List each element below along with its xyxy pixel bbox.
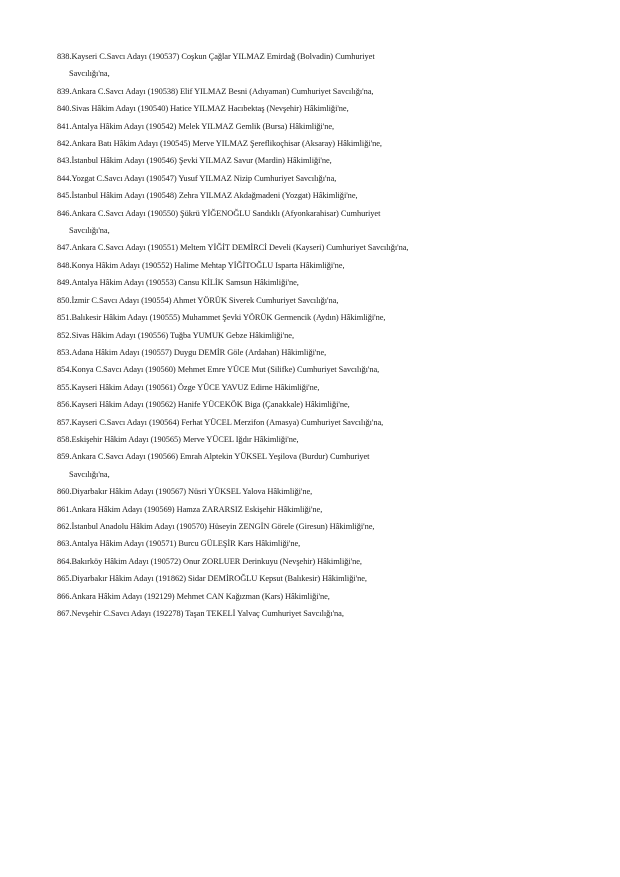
- list-item: [57, 274, 577, 291]
- list-item: [57, 83, 577, 100]
- list-item: [57, 48, 577, 83]
- list-item: [57, 518, 577, 535]
- list-item: [57, 501, 577, 518]
- list-item: [57, 535, 577, 552]
- list-item: [57, 292, 577, 309]
- list-item-text: 841.Antalya Hâkim Adayı (190542) Melek YILMAZ Gemlik (Bursa) Hâkimliği'ne,: [57, 121, 335, 131]
- list-item: [57, 553, 577, 570]
- list-item: [57, 118, 577, 135]
- list-item: [57, 605, 577, 622]
- list-item-text: 845.İstanbul Hâkim Adayı (190548) Zehra YILMAZ Akdağmadeni (Yozgat) Hâkimliği'ne,: [57, 191, 358, 201]
- list-item-text: 858.Eskişehir Hâkim Adayı (190565) Merve YÜCEL Iğdır Hâkimliği'ne,: [57, 434, 299, 444]
- list-item-continuation: Savcılığı'na,: [69, 226, 110, 236]
- list-item-text: 866.Ankara Hâkim Adayı (192129) Mehmet CAN Kağızman (Kars) Hâkimliği'ne,: [57, 591, 330, 601]
- list-item-text: 846.Ankara C.Savcı Adayı (190550) Şükrü YİĞENOĞLU Sandıklı (Afyonkarahisar) Cumhuriyet: [57, 208, 381, 218]
- list-item-text: 852.Sivas Hâkim Adayı (190556) Tuğba YUMUK Gebze Hâkimliği'ne,: [57, 330, 294, 340]
- list-item: [57, 414, 577, 431]
- list-item: [57, 100, 577, 117]
- list-item-text: 850.İzmir C.Savcı Adayı (190554) Ahmet YÖRÜK Siverek Cumhuriyet Savcılığı'na,: [57, 295, 339, 305]
- list-item-continuation: Savcılığı'na,: [69, 469, 110, 479]
- list-item: [57, 431, 577, 448]
- list-item-text: 843.İstanbul Hâkim Adayı (190546) Şevki YILMAZ Savur (Mardin) Hâkimliği'ne,: [57, 156, 332, 166]
- list-item-text: 862.İstanbul Anadolu Hâkim Adayı (190570) Hüseyin ZENGİN Görele (Giresun) Hâkimliği'ne,: [57, 521, 375, 531]
- list-item-text: 853.Adana Hâkim Adayı (190557) Duygu DEMİR Göle (Ardahan) Hâkimliği'ne,: [57, 347, 327, 357]
- list-item: [57, 152, 577, 169]
- list-item-text: 840.Sivas Hâkim Adayı (190540) Hatice YILMAZ Hacıbektaş (Nevşehir) Hâkimliği'ne,: [57, 104, 349, 114]
- list-item-text: 854.Konya C.Savcı Adayı (190560) Mehmet Emre YÜCE Mut (Silifke) Cumhuriyet Savcılığı'na,: [57, 365, 380, 375]
- list-item: [57, 396, 577, 413]
- list-item-text: 848.Konya Hâkim Adayı (190552) Halime Mehtap YİĞİTOĞLU Isparta Hâkimliği'ne,: [57, 260, 345, 270]
- list-item-text: 861.Ankara Hâkim Adayı (190569) Hamza ZARARSIZ Eskişehir Hâkimliği'ne,: [57, 504, 323, 514]
- list-item-text: 856.Kayseri Hâkim Adayı (190562) Hanife YÜCEKÖK Biga (Çanakkale) Hâkimliği'ne,: [57, 400, 350, 410]
- list-item: [57, 483, 577, 500]
- list-item-text: 844.Yozgat C.Savcı Adayı (190547) Yusuf YILMAZ Nizip Cumhuriyet Savcılığı'na,: [57, 173, 337, 183]
- list-item: [57, 170, 577, 187]
- list-item: [57, 187, 577, 204]
- list-item-text: 839.Ankara C.Savcı Adayı (190538) Elif YILMAZ Besni (Adıyaman) Cumhuriyet Savcılığı'na,: [57, 86, 374, 96]
- list-item-text: 864.Bakırköy Hâkim Adayı (190572) Onur ZORLUER Derinkuyu (Nevşehir) Hâkimliği'ne,: [57, 556, 362, 566]
- list-item: [57, 570, 577, 587]
- list-item: [57, 205, 577, 240]
- list-item: [57, 588, 577, 605]
- list-item: [57, 448, 577, 483]
- list-item-text: 865.Diyarbakır Hâkim Adayı (191862) Sidar DEMİROĞLU Kepsut (Balıkesir) Hâkimliği'ne,: [57, 574, 367, 584]
- list-item: [57, 379, 577, 396]
- list-item-text: 860.Diyarbakır Hâkim Adayı (190567) Nüsri YÜKSEL Yalova Hâkimliği'ne,: [57, 487, 313, 497]
- list-item: [57, 344, 577, 361]
- list-item-text: 857.Kayseri C.Savcı Adayı (190564) Ferhat YÜCEL Merzifon (Amasya) Cumhuriyet Savcılığı'na,: [57, 417, 384, 427]
- list-item: [57, 309, 577, 326]
- list-item-continuation: Savcılığı'na,: [69, 69, 110, 79]
- list-item: [57, 257, 577, 274]
- list-item-text: 859.Ankara C.Savcı Adayı (190566) Emrah Alptekin YÜKSEL Yeşilova (Burdur) Cumhuriyet: [57, 452, 370, 462]
- list-item-text: 849.Antalya Hâkim Adayı (190553) Cansu KİLİK Samsun Hâkimliği'ne,: [57, 278, 299, 288]
- list-item: [57, 361, 577, 378]
- list-item-text: 855.Kayseri Hâkim Adayı (190561) Özge YÜCE YAVUZ Edirne Hâkimliği'ne,: [57, 382, 320, 392]
- list-item: [57, 327, 577, 344]
- list-item-text: 851.Balıkesir Hâkim Adayı (190555) Muhammet Şevki YÖRÜK Germencik (Aydın) Hâkimliği'ne,: [57, 313, 386, 323]
- appointment-list: [57, 48, 577, 622]
- list-item: [57, 135, 577, 152]
- list-item-text: 847.Ankara C.Savcı Adayı (190551) Meltem YİĞİT DEMİRCİ Develi (Kayseri) Cumhuriyet Savcılığı'na,: [57, 243, 409, 253]
- list-item-text: 867.Nevşehir C.Savcı Adayı (192278) Taşan TEKELİ Yalvaç Cumhuriyet Savcılığı'na,: [57, 609, 344, 618]
- list-item-text: 838.Kayseri C.Savcı Adayı (190537) Coşkun Çağlar YILMAZ Emirdağ (Bolvadin) Cumhuriyet: [57, 52, 375, 61]
- list-item-text: 863.Antalya Hâkim Adayı (190571) Burcu GÜLEŞİR Kars Hâkimliği'ne,: [57, 539, 301, 549]
- list-item: [57, 239, 577, 256]
- list-item-text: 842.Ankara Batı Hâkim Adayı (190545) Merve YILMAZ Şereflikoçhisar (Aksaray) Hâkimliği'ne,: [57, 139, 382, 149]
